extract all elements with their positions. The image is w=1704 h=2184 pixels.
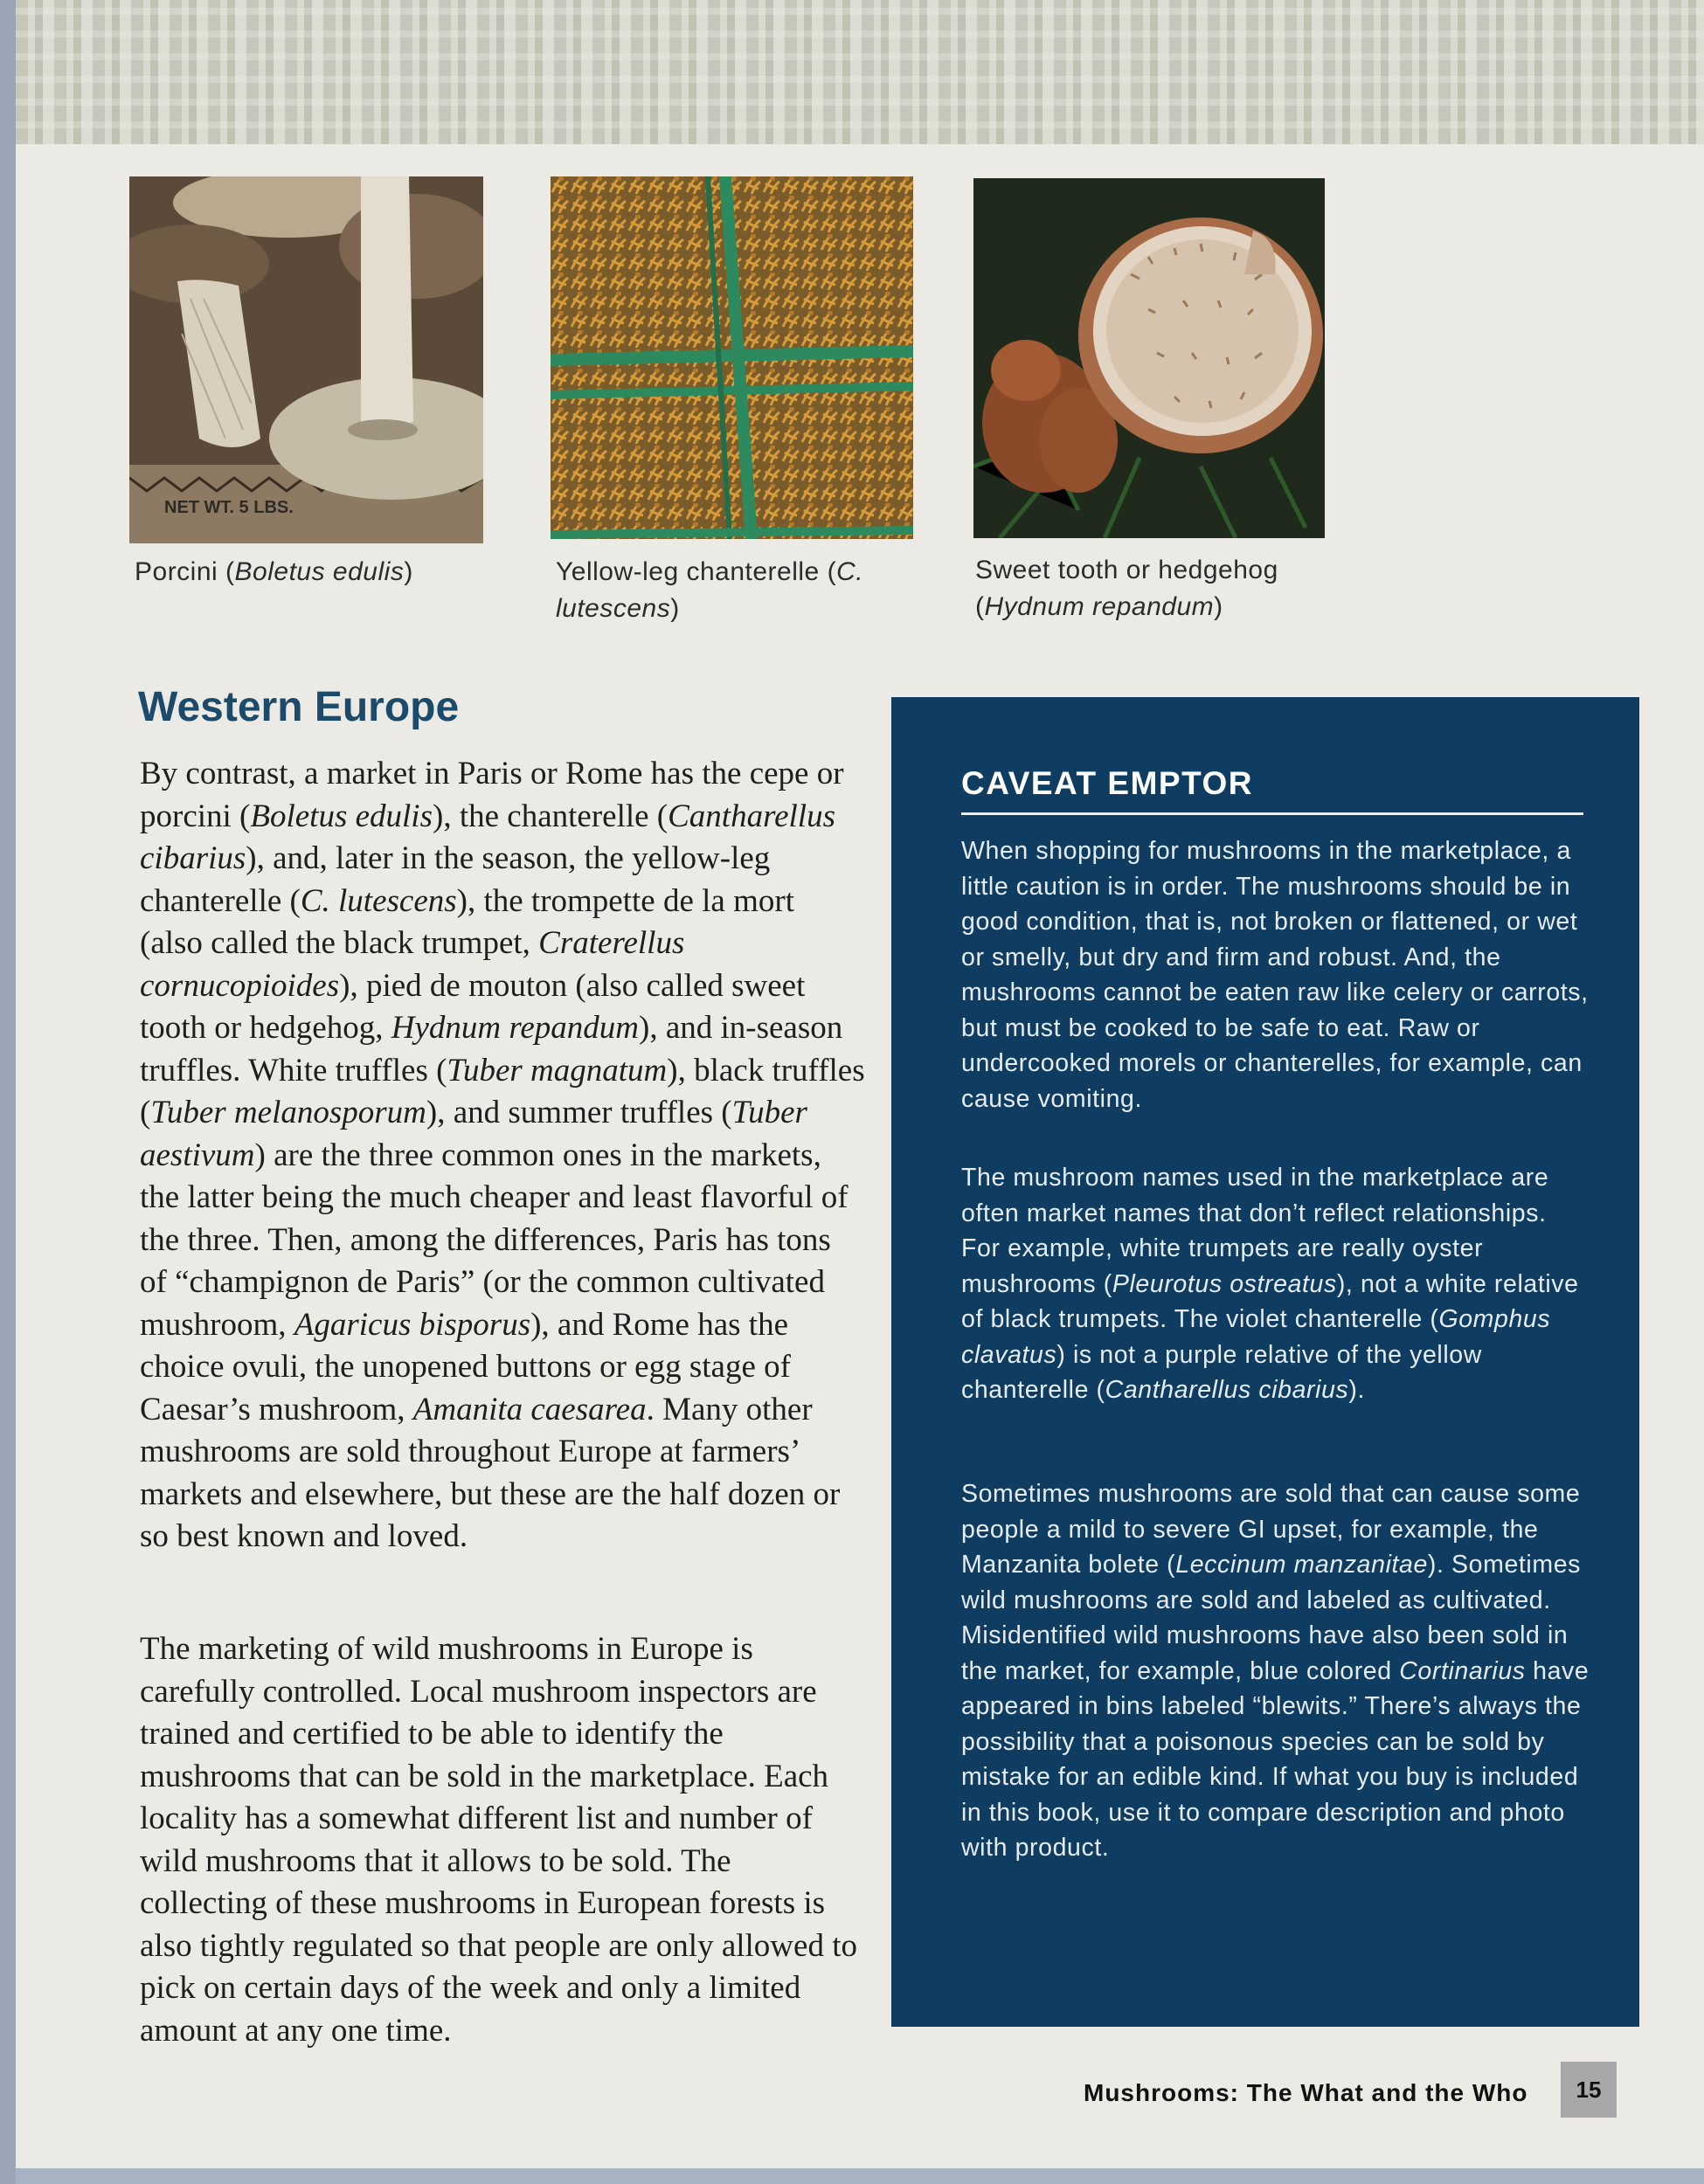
caption-text: Porcini ( (135, 557, 235, 586)
article-paragraph-2 (140, 1628, 865, 2052)
text-run: By contrast, a market in Paris or Rome has the cepe or porcini ( (140, 756, 844, 834)
sidebar-paragraph-3 (961, 1476, 1592, 1866)
hedgehog-photo (973, 178, 1325, 538)
photo-caption-hedgehog (975, 552, 1342, 625)
box-label-text: NET WT. 5 LBS. (164, 498, 294, 517)
text-run: ), and Rome has the choice ovuli, the unopened buttons or egg stage of Caesar’s mushroom, (140, 1306, 791, 1427)
sidebar-title-rule (961, 812, 1583, 815)
decorative-header-band (16, 0, 1704, 144)
page-bottom-edge (16, 2168, 1704, 2184)
text-run: ) are the three common ones in the markets, the latter being the much cheaper and least flavorful of the three. Then, among the differences, Paris has tons of “champignon de Paris” (or the common cultivated mushroom, (140, 1137, 849, 1343)
scientific-name: Gomphus clavatus (961, 1305, 1551, 1369)
scientific-name: Tuber melanosporum (150, 1095, 426, 1130)
text-run: The mushroom names used in the marketplace are often market names that don’t reflect relationships. For example, white trumpets are really oyster mushrooms ( (961, 1164, 1549, 1298)
sidebar-title: CAVEAT EMPTOR (961, 765, 1254, 801)
text-run: ) is not a purple relative of the yellow chanterelle ( (961, 1340, 1482, 1404)
book-page (16, 0, 1704, 2184)
photo-caption-porcini (135, 554, 484, 591)
caption-text-end: ) (670, 594, 680, 623)
porcini-photo (129, 176, 483, 543)
scientific-name: Hydnum repandum (391, 1010, 640, 1046)
section-heading: Western Europe (138, 684, 460, 730)
caption-scientific-name: Boletus edulis (234, 557, 405, 586)
scientific-name: Agaricus bisporus (294, 1306, 531, 1343)
text-run: . Many other mushrooms are sold throughout Europe at farmers’ markets and elsewhere, but these are the half dozen or so best known and loved. (140, 1391, 841, 1554)
page-number: 15 (1561, 2062, 1617, 2118)
sidebar-paragraph-1 (961, 833, 1592, 1116)
text-run: ), not a white relative of black trumpets. The violet chanterelle ( (961, 1269, 1579, 1333)
text-run: ), and, later in the season, the yellow-leg chanterelle ( (140, 840, 771, 919)
book-spine-edge (0, 0, 16, 2184)
caption-text: Sweet tooth or hedgehog ( (975, 556, 1278, 621)
text-run: ). Sometimes wild mushrooms are sold and labeled as cultivated. Misidentified wild mushrooms have also been sold in the market, for example, blue colored (961, 1551, 1581, 1685)
caption-text-end: ) (1214, 592, 1223, 621)
scientific-name: C. lutescens (300, 882, 457, 919)
text-run: ). (1348, 1376, 1365, 1404)
text-run: have appeared in bins labeled “blewits.” There’s always the possibility that a poisonous species can be sold by mistake for an edible kind. If what you buy is included in this book, use it to compare description and photo with product. (961, 1656, 1590, 1862)
text-run: ), the trompette de la mort (also called the black trumpet, (140, 882, 794, 961)
text-run: ), pied de mouton (also called sweet tooth or hedgehog, (140, 967, 806, 1046)
sidebar-paragraph-2 (961, 1160, 1592, 1408)
article-paragraph-1 (140, 753, 865, 1559)
scientific-name: Pleurotus ostreatus (1112, 1269, 1337, 1298)
text-run: Sometimes mushrooms are sold that can cause some people a mild to severe GI upset, for example, the Manzanita bolete ( (961, 1480, 1581, 1579)
scientific-name: Cortinarius (1399, 1656, 1526, 1685)
scientific-name: Cantharellus cibarius (1105, 1376, 1349, 1404)
scientific-name: Craterellus cornucopioides (140, 925, 685, 1004)
text-run: ), black truffles ( (140, 1052, 865, 1130)
scientific-name: Tuber aestivum (140, 1095, 807, 1173)
scientific-name: Leccinum manzanitae (1175, 1551, 1428, 1579)
running-footer-title: Mushrooms: The What and the Who (1084, 2079, 1528, 2106)
scientific-name: Cantharellus cibarius (140, 798, 835, 876)
chanterelle-photo (551, 176, 913, 539)
scientific-name: Amanita caesarea (412, 1391, 647, 1427)
text-run: ), the chanterelle ( (433, 798, 668, 834)
text-run: ), and summer truffles ( (426, 1095, 732, 1130)
text-run: ), and in-season truffles. White truffles ( (140, 1010, 843, 1089)
caption-text: Yellow-leg chanterelle ( (556, 557, 837, 586)
caption-scientific-name: C. lutescens (556, 557, 864, 623)
text-run: The marketing of wild mushrooms in Europe is carefully controlled. Local mushroom inspectors are trained and certified to be able to identify the mushrooms that can be sold in the marketplace. Each locality has a somewhat different list and number of wild mushrooms that it allows to be sold. The collecting of these mushrooms in European forests is also tightly regulated so that people are only allowed to pick on certain days of the week and only a limited amount at any one time. (140, 1631, 857, 2049)
caveat-emptor-sidebar (891, 697, 1639, 2027)
scientific-name: Tuber magnatum (447, 1052, 668, 1089)
photo-caption-chanterelle (556, 554, 923, 627)
caption-text-end: ) (404, 557, 413, 586)
scientific-name: Boletus edulis (250, 798, 433, 834)
text-run: When shopping for mushrooms in the marketplace, a little caution is in order. The mushrooms should be in good condition, that is, not broken or flattened, or wet or smelly, but dry and firm and robust. And, the mushrooms cannot be eaten raw like celery or carrots, but must be cooked to be safe to eat. Raw or undercooked morels or chanterelles, for example, can cause vomiting. (961, 837, 1589, 1113)
caption-scientific-name: Hydnum repandum (984, 592, 1215, 621)
